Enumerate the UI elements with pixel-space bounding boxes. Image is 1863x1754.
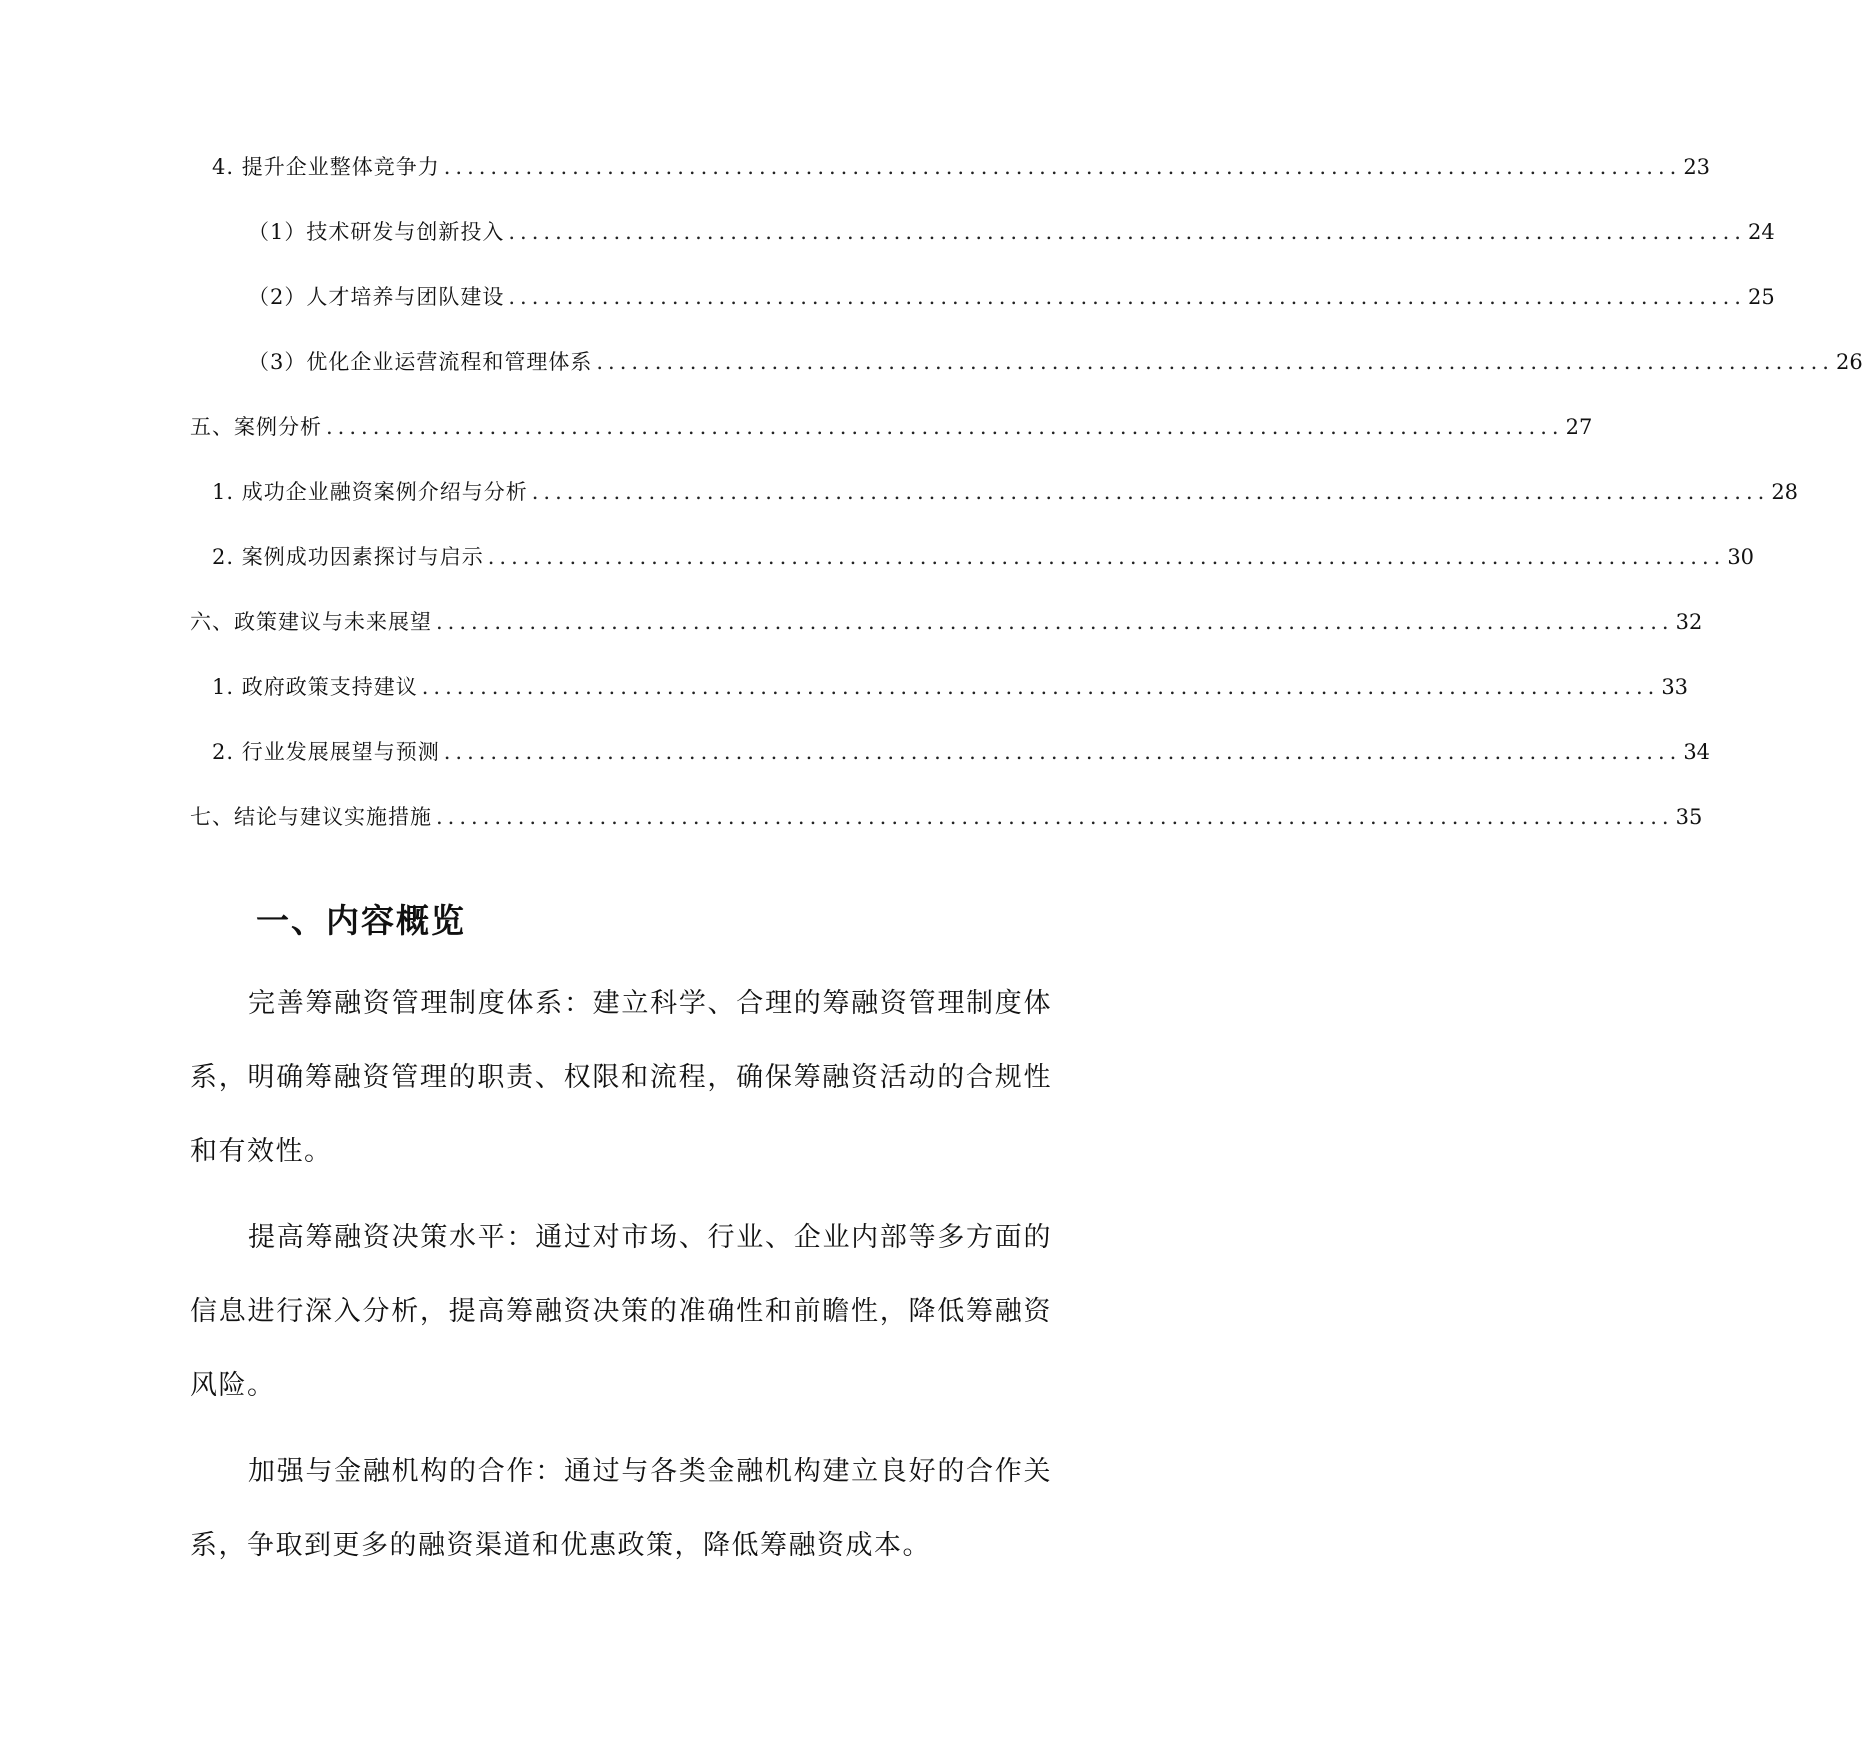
toc-entry-page: 32 xyxy=(1675,610,1703,634)
toc-leader-dots: .......................................................................................................... xyxy=(436,805,1674,829)
body-paragraph: 加强与金融机构的合作：通过与各类金融机构建立良好的合作关系，争取到更多的融资渠道和优惠政策，降低筹融资成本。 xyxy=(190,1456,1052,1561)
toc-leader-dots: .......................................................................................................... xyxy=(421,675,1660,699)
toc-leader-dots: .......................................................................................................... xyxy=(487,545,1726,569)
toc-entry-title: 六、政策建议与未来展望 xyxy=(190,610,432,634)
toc-entry-page: 28 xyxy=(1771,480,1799,504)
toc-leader-dots: .......................................................................................................... xyxy=(443,155,1682,179)
body-paragraph: 完善筹融资管理制度体系：建立科学、合理的筹融资管理制度体系，明确筹融资管理的职责、权限和流程，确保筹融资活动的合规性和有效性。 xyxy=(190,988,1052,1167)
toc-entry[interactable] xyxy=(212,672,1689,702)
toc-entry-page: 25 xyxy=(1747,285,1775,309)
toc-entry-title: （1）技术研发与创新投入 xyxy=(248,220,505,244)
toc-entry[interactable] xyxy=(212,152,1711,182)
toc-leader-dots: .......................................................................................................... xyxy=(508,285,1746,309)
toc-entry-title: 2. 行业发展展望与预测 xyxy=(212,740,440,764)
toc-leader-dots: .......................................................................................................... xyxy=(326,415,1564,439)
toc-entry-page: 26 xyxy=(1835,350,1863,374)
toc-entry[interactable] xyxy=(248,282,1775,312)
toc-entry-title: （3）优化企业运营流程和管理体系 xyxy=(248,350,593,374)
toc-entry[interactable] xyxy=(190,802,1703,832)
toc-entry-page: 33 xyxy=(1661,675,1689,699)
toc-entry[interactable] xyxy=(190,412,1593,442)
toc-entry-title: 1. 政府政策支持建议 xyxy=(212,675,418,699)
section-heading: 一、内容概览 xyxy=(256,901,466,940)
toc-entry-page: 24 xyxy=(1747,220,1775,244)
toc-entry[interactable] xyxy=(190,607,1703,637)
toc-leader-dots: .......................................................................................................... xyxy=(508,220,1746,244)
toc-entry-title: 4. 提升企业整体竞争力 xyxy=(212,155,440,179)
toc-leader-dots: .......................................................................................................... xyxy=(596,350,1834,374)
toc-entry[interactable] xyxy=(212,737,1711,767)
toc-entry-title: 2. 案例成功因素探讨与启示 xyxy=(212,545,484,569)
toc-leader-dots: .......................................................................................................... xyxy=(443,740,1682,764)
toc-entry[interactable] xyxy=(248,217,1775,247)
toc-entry[interactable] xyxy=(248,347,1863,377)
toc-leader-dots: .......................................................................................................... xyxy=(436,610,1674,634)
toc-entry-page: 34 xyxy=(1683,740,1711,764)
toc-entry-page: 27 xyxy=(1565,415,1593,439)
toc-entry-title: 七、结论与建议实施措施 xyxy=(190,805,432,829)
toc-entry-title: 五、案例分析 xyxy=(190,415,322,439)
toc-entry-page: 23 xyxy=(1683,155,1711,179)
toc-entry-title: （2）人才培养与团队建设 xyxy=(248,285,505,309)
toc-entry[interactable] xyxy=(212,477,1799,507)
toc-entry-title: 1. 成功企业融资案例介绍与分析 xyxy=(212,480,528,504)
toc-entry-page: 35 xyxy=(1675,805,1703,829)
body-paragraph: 提高筹融资决策水平：通过对市场、行业、企业内部等多方面的信息进行深入分析，提高筹融资决策的准确性和前瞻性，降低筹融资风险。 xyxy=(190,1222,1052,1401)
toc-leader-dots: .......................................................................................................... xyxy=(531,480,1770,504)
toc-entry[interactable] xyxy=(212,542,1755,572)
toc-entry-page: 30 xyxy=(1727,545,1755,569)
